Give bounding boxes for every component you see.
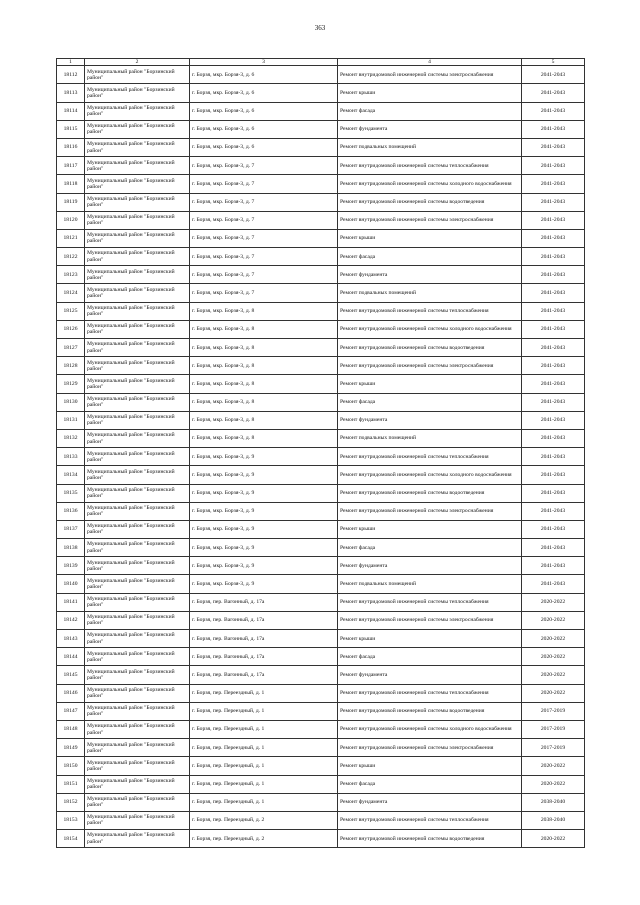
work-type-cell: Ремонт внутридомовой инженерной системы холодного водоснабжения xyxy=(338,175,522,193)
table-row xyxy=(57,84,585,102)
table-row xyxy=(57,775,585,793)
row-number-cell: 18130 xyxy=(57,393,85,411)
municipality-cell: Муниципальный район "Борзинский район" xyxy=(85,702,190,720)
municipality-cell: Муниципальный район "Борзинский район" xyxy=(85,484,190,502)
work-type-cell: Ремонт внутридомовой инженерной системы холодного водоснабжения xyxy=(338,466,522,484)
work-type-cell: Ремонт фундамента xyxy=(338,266,522,284)
table-row xyxy=(57,811,585,829)
municipality-cell: Муниципальный район "Борзинский район" xyxy=(85,84,190,102)
municipality-cell: Муниципальный район "Борзинский район" xyxy=(85,448,190,466)
period-cell: 2017-2019 xyxy=(522,739,585,757)
period-cell: 2041-2043 xyxy=(522,120,585,138)
table-row xyxy=(57,157,585,175)
row-number-cell: 18152 xyxy=(57,793,85,811)
column-header-2: 2 xyxy=(85,59,190,66)
table-row xyxy=(57,648,585,666)
table-row xyxy=(57,211,585,229)
period-cell: 2020-2022 xyxy=(522,775,585,793)
row-number-cell: 18121 xyxy=(57,229,85,247)
address-cell: г. Борзя, мкр. Борзя-3, д. 7 xyxy=(190,229,338,247)
table-row xyxy=(57,339,585,357)
period-cell: 2041-2043 xyxy=(522,429,585,447)
row-number-cell: 18120 xyxy=(57,211,85,229)
row-number-cell: 18127 xyxy=(57,339,85,357)
work-type-cell: Ремонт подвальных помещений xyxy=(338,575,522,593)
address-cell: г. Борзя, мкр. Борзя-3, д. 7 xyxy=(190,157,338,175)
municipality-cell: Муниципальный район "Борзинский район" xyxy=(85,466,190,484)
table-row xyxy=(57,484,585,502)
address-cell: г. Борзя, мкр. Борзя-3, д. 7 xyxy=(190,175,338,193)
work-type-cell: Ремонт крыши xyxy=(338,630,522,648)
municipality-cell: Муниципальный район "Борзинский район" xyxy=(85,557,190,575)
row-number-cell: 18145 xyxy=(57,666,85,684)
row-number-cell: 18148 xyxy=(57,720,85,738)
municipality-cell: Муниципальный район "Борзинский район" xyxy=(85,502,190,520)
municipality-cell: Муниципальный район "Борзинский район" xyxy=(85,248,190,266)
table-row xyxy=(57,138,585,156)
period-cell: 2041-2043 xyxy=(522,138,585,156)
address-cell: г. Борзя, пер. Вагонный, д. 17а xyxy=(190,630,338,648)
period-cell: 2041-2043 xyxy=(522,575,585,593)
table-row xyxy=(57,502,585,520)
municipality-cell: Муниципальный район "Борзинский район" xyxy=(85,66,190,84)
period-cell: 2041-2043 xyxy=(522,357,585,375)
address-cell: г. Борзя, мкр. Борзя-3, д. 8 xyxy=(190,320,338,338)
table-row xyxy=(57,757,585,775)
municipality-cell: Муниципальный район "Борзинский район" xyxy=(85,830,190,848)
address-cell: г. Борзя, пер. Переездный, д. 1 xyxy=(190,757,338,775)
row-number-cell: 18114 xyxy=(57,102,85,120)
work-type-cell: Ремонт внутридомовой инженерной системы теплоснабжения xyxy=(338,157,522,175)
row-number-cell: 18149 xyxy=(57,739,85,757)
municipality-cell: Муниципальный район "Борзинский район" xyxy=(85,229,190,247)
row-number-cell: 18113 xyxy=(57,84,85,102)
table-row xyxy=(57,830,585,848)
table-row xyxy=(57,466,585,484)
period-cell: 2041-2043 xyxy=(522,557,585,575)
row-number-cell: 18115 xyxy=(57,120,85,138)
table-row xyxy=(57,539,585,557)
table-row xyxy=(57,175,585,193)
municipality-cell: Муниципальный район "Борзинский район" xyxy=(85,739,190,757)
column-header-3: 3 xyxy=(190,59,338,66)
address-cell: г. Борзя, мкр. Борзя-3, д. 9 xyxy=(190,448,338,466)
work-type-cell: Ремонт внутридомовой инженерной системы водоотведения xyxy=(338,484,522,502)
period-cell: 2041-2043 xyxy=(522,411,585,429)
period-cell: 2041-2043 xyxy=(522,102,585,120)
address-cell: г. Борзя, мкр. Борзя-3, д. 8 xyxy=(190,393,338,411)
municipality-cell: Муниципальный район "Борзинский район" xyxy=(85,339,190,357)
address-cell: г. Борзя, пер. Переездный, д. 1 xyxy=(190,720,338,738)
municipality-cell: Муниципальный район "Борзинский район" xyxy=(85,393,190,411)
period-cell: 2020-2022 xyxy=(522,830,585,848)
municipality-cell: Муниципальный район "Борзинский район" xyxy=(85,302,190,320)
municipality-cell: Муниципальный район "Борзинский район" xyxy=(85,193,190,211)
work-type-cell: Ремонт фасада xyxy=(338,248,522,266)
row-number-cell: 18153 xyxy=(57,811,85,829)
table-row xyxy=(57,66,585,84)
work-type-cell: Ремонт фасада xyxy=(338,393,522,411)
municipality-cell: Муниципальный район "Борзинский район" xyxy=(85,157,190,175)
work-type-cell: Ремонт внутридомовой инженерной системы электроснабжения xyxy=(338,211,522,229)
table-row xyxy=(57,630,585,648)
municipality-cell: Муниципальный район "Борзинский район" xyxy=(85,375,190,393)
address-cell: г. Борзя, пер. Переездный, д. 1 xyxy=(190,775,338,793)
address-cell: г. Борзя, мкр. Борзя-3, д. 6 xyxy=(190,84,338,102)
row-number-cell: 18154 xyxy=(57,830,85,848)
work-type-cell: Ремонт крыши xyxy=(338,757,522,775)
row-number-cell: 18142 xyxy=(57,611,85,629)
table-row xyxy=(57,102,585,120)
row-number-cell: 18135 xyxy=(57,484,85,502)
address-cell: г. Борзя, мкр. Борзя-3, д. 6 xyxy=(190,102,338,120)
period-cell: 2041-2043 xyxy=(522,302,585,320)
period-cell: 2041-2043 xyxy=(522,284,585,302)
address-cell: г. Борзя, мкр. Борзя-3, д. 9 xyxy=(190,520,338,538)
municipality-cell: Муниципальный район "Борзинский район" xyxy=(85,175,190,193)
municipality-cell: Муниципальный район "Борзинский район" xyxy=(85,593,190,611)
row-number-cell: 18139 xyxy=(57,557,85,575)
table-row xyxy=(57,575,585,593)
work-type-cell: Ремонт внутридомовой инженерной системы теплоснабжения xyxy=(338,811,522,829)
table-body xyxy=(57,66,585,848)
work-type-cell: Ремонт крыши xyxy=(338,375,522,393)
row-number-cell: 18129 xyxy=(57,375,85,393)
municipality-cell: Муниципальный район "Борзинский район" xyxy=(85,775,190,793)
row-number-cell: 18134 xyxy=(57,466,85,484)
row-number-cell: 18131 xyxy=(57,411,85,429)
work-type-cell: Ремонт внутридомовой инженерной системы водоотведения xyxy=(338,193,522,211)
work-type-cell: Ремонт внутридомовой инженерной системы электроснабжения xyxy=(338,611,522,629)
period-cell: 2041-2043 xyxy=(522,229,585,247)
address-cell: г. Борзя, мкр. Борзя-3, д. 8 xyxy=(190,339,338,357)
address-cell: г. Борзя, мкр. Борзя-3, д. 7 xyxy=(190,248,338,266)
municipality-cell: Муниципальный район "Борзинский район" xyxy=(85,757,190,775)
work-type-cell: Ремонт подвальных помещений xyxy=(338,284,522,302)
period-cell: 2041-2043 xyxy=(522,248,585,266)
work-type-cell: Ремонт внутридомовой инженерной системы теплоснабжения xyxy=(338,684,522,702)
table-row xyxy=(57,320,585,338)
period-cell: 2038-2040 xyxy=(522,811,585,829)
period-cell: 2041-2043 xyxy=(522,502,585,520)
address-cell: г. Борзя, мкр. Борзя-3, д. 8 xyxy=(190,429,338,447)
period-cell: 2020-2022 xyxy=(522,684,585,702)
work-type-cell: Ремонт внутридомовой инженерной системы холодного водоснабжения xyxy=(338,720,522,738)
table-row xyxy=(57,684,585,702)
municipality-cell: Муниципальный район "Борзинский район" xyxy=(85,120,190,138)
work-type-cell: Ремонт внутридомовой инженерной системы теплоснабжения xyxy=(338,302,522,320)
municipality-cell: Муниципальный район "Борзинский район" xyxy=(85,429,190,447)
address-cell: г. Борзя, мкр. Борзя-3, д. 6 xyxy=(190,138,338,156)
row-number-cell: 18136 xyxy=(57,502,85,520)
work-type-cell: Ремонт крыши xyxy=(338,520,522,538)
work-type-cell: Ремонт фундамента xyxy=(338,666,522,684)
work-type-cell: Ремонт внутридомовой инженерной системы электроснабжения xyxy=(338,66,522,84)
municipality-cell: Муниципальный район "Борзинский район" xyxy=(85,211,190,229)
work-type-cell: Ремонт внутридомовой инженерной системы теплоснабжения xyxy=(338,593,522,611)
period-cell: 2041-2043 xyxy=(522,339,585,357)
address-cell: г. Борзя, мкр. Борзя-3, д. 7 xyxy=(190,211,338,229)
table-row xyxy=(57,520,585,538)
row-number-cell: 18119 xyxy=(57,193,85,211)
address-cell: г. Борзя, мкр. Борзя-3, д. 8 xyxy=(190,302,338,320)
table-row xyxy=(57,302,585,320)
capital-repair-table xyxy=(56,58,585,848)
address-cell: г. Борзя, пер. Вагонный, д. 17а xyxy=(190,611,338,629)
row-number-cell: 18144 xyxy=(57,648,85,666)
table-row xyxy=(57,611,585,629)
table-row xyxy=(57,193,585,211)
municipality-cell: Муниципальный район "Борзинский район" xyxy=(85,266,190,284)
table-row xyxy=(57,720,585,738)
row-number-cell: 18133 xyxy=(57,448,85,466)
address-cell: г. Борзя, пер. Вагонный, д. 17а xyxy=(190,593,338,611)
period-cell: 2041-2043 xyxy=(522,484,585,502)
table-row xyxy=(57,266,585,284)
work-type-cell: Ремонт внутридомовой инженерной системы холодного водоснабжения xyxy=(338,320,522,338)
table-row xyxy=(57,357,585,375)
work-type-cell: Ремонт крыши xyxy=(338,84,522,102)
period-cell: 2041-2043 xyxy=(522,84,585,102)
work-type-cell: Ремонт крыши xyxy=(338,229,522,247)
period-cell: 2041-2043 xyxy=(522,393,585,411)
period-cell: 2041-2043 xyxy=(522,211,585,229)
address-cell: г. Борзя, пер. Переездный, д. 2 xyxy=(190,830,338,848)
address-cell: г. Борзя, мкр. Борзя-3, д. 9 xyxy=(190,466,338,484)
municipality-cell: Муниципальный район "Борзинский район" xyxy=(85,611,190,629)
period-cell: 2041-2043 xyxy=(522,375,585,393)
row-number-cell: 18137 xyxy=(57,520,85,538)
period-cell: 2020-2022 xyxy=(522,666,585,684)
column-header-1: 1 xyxy=(57,59,85,66)
table-row xyxy=(57,429,585,447)
municipality-cell: Муниципальный район "Борзинский район" xyxy=(85,320,190,338)
period-cell: 2041-2043 xyxy=(522,320,585,338)
period-cell: 2020-2022 xyxy=(522,630,585,648)
address-cell: г. Борзя, мкр. Борзя-3, д. 8 xyxy=(190,375,338,393)
table-row xyxy=(57,411,585,429)
work-type-cell: Ремонт подвальных помещений xyxy=(338,429,522,447)
address-cell: г. Борзя, мкр. Борзя-3, д. 7 xyxy=(190,193,338,211)
municipality-cell: Муниципальный район "Борзинский район" xyxy=(85,357,190,375)
period-cell: 2020-2022 xyxy=(522,611,585,629)
work-type-cell: Ремонт подвальных помещений xyxy=(338,138,522,156)
address-cell: г. Борзя, мкр. Борзя-3, д. 9 xyxy=(190,484,338,502)
table-row xyxy=(57,739,585,757)
period-cell: 2041-2043 xyxy=(522,66,585,84)
period-cell: 2020-2022 xyxy=(522,593,585,611)
period-cell: 2041-2043 xyxy=(522,175,585,193)
period-cell: 2020-2022 xyxy=(522,648,585,666)
row-number-cell: 18141 xyxy=(57,593,85,611)
work-type-cell: Ремонт фундамента xyxy=(338,411,522,429)
page-number: 363 xyxy=(314,24,326,32)
address-cell: г. Борзя, мкр. Борзя-3, д. 8 xyxy=(190,411,338,429)
address-cell: г. Борзя, мкр. Борзя-3, д. 7 xyxy=(190,266,338,284)
row-number-cell: 18128 xyxy=(57,357,85,375)
table-row xyxy=(57,248,585,266)
work-type-cell: Ремонт фасада xyxy=(338,775,522,793)
column-header-4: 4 xyxy=(338,59,522,66)
period-cell: 2041-2043 xyxy=(522,448,585,466)
address-cell: г. Борзя, пер. Переездный, д. 2 xyxy=(190,811,338,829)
municipality-cell: Муниципальный район "Борзинский район" xyxy=(85,684,190,702)
municipality-cell: Муниципальный район "Борзинский район" xyxy=(85,284,190,302)
work-type-cell: Ремонт внутридомовой инженерной системы электроснабжения xyxy=(338,357,522,375)
address-cell: г. Борзя, пер. Переездный, д. 1 xyxy=(190,793,338,811)
municipality-cell: Муниципальный район "Борзинский район" xyxy=(85,575,190,593)
table-row xyxy=(57,448,585,466)
row-number-cell: 18151 xyxy=(57,775,85,793)
municipality-cell: Муниципальный район "Борзинский район" xyxy=(85,720,190,738)
municipality-cell: Муниципальный район "Борзинский район" xyxy=(85,102,190,120)
table-row xyxy=(57,557,585,575)
address-cell: г. Борзя, мкр. Борзя-3, д. 7 xyxy=(190,284,338,302)
work-type-cell: Ремонт внутридомовой инженерной системы электроснабжения xyxy=(338,502,522,520)
period-cell: 2041-2043 xyxy=(522,266,585,284)
work-type-cell: Ремонт внутридомовой инженерной системы водоотведения xyxy=(338,830,522,848)
table-row xyxy=(57,593,585,611)
table-row xyxy=(57,793,585,811)
work-type-cell: Ремонт фасада xyxy=(338,102,522,120)
municipality-cell: Муниципальный район "Борзинский район" xyxy=(85,411,190,429)
row-number-cell: 18122 xyxy=(57,248,85,266)
municipality-cell: Муниципальный район "Борзинский район" xyxy=(85,539,190,557)
address-cell: г. Борзя, мкр. Борзя-3, д. 9 xyxy=(190,539,338,557)
address-cell: г. Борзя, мкр. Борзя-3, д. 8 xyxy=(190,357,338,375)
work-type-cell: Ремонт фасада xyxy=(338,648,522,666)
row-number-cell: 18138 xyxy=(57,539,85,557)
work-type-cell: Ремонт внутридомовой инженерной системы водоотведения xyxy=(338,339,522,357)
municipality-cell: Муниципальный район "Борзинский район" xyxy=(85,793,190,811)
column-header-5: 5 xyxy=(522,59,585,66)
address-cell: г. Борзя, мкр. Борзя-3, д. 9 xyxy=(190,557,338,575)
table-row xyxy=(57,284,585,302)
work-type-cell: Ремонт внутридомовой инженерной системы водоотведения xyxy=(338,702,522,720)
row-number-cell: 18123 xyxy=(57,266,85,284)
row-number-cell: 18146 xyxy=(57,684,85,702)
municipality-cell: Муниципальный район "Борзинский район" xyxy=(85,666,190,684)
address-cell: г. Борзя, пер. Переездный, д. 1 xyxy=(190,739,338,757)
row-number-cell: 18124 xyxy=(57,284,85,302)
table-row xyxy=(57,375,585,393)
row-number-cell: 18118 xyxy=(57,175,85,193)
period-cell: 2041-2043 xyxy=(522,520,585,538)
row-number-cell: 18143 xyxy=(57,630,85,648)
period-cell: 2020-2022 xyxy=(522,757,585,775)
row-number-cell: 18140 xyxy=(57,575,85,593)
work-type-cell: Ремонт внутридомовой инженерной системы теплоснабжения xyxy=(338,448,522,466)
period-cell: 2041-2043 xyxy=(522,466,585,484)
table-row xyxy=(57,229,585,247)
address-cell: г. Борзя, мкр. Борзя-3, д. 9 xyxy=(190,502,338,520)
address-cell: г. Борзя, пер. Переездный, д. 1 xyxy=(190,684,338,702)
address-cell: г. Борзя, мкр. Борзя-3, д. 6 xyxy=(190,66,338,84)
table-row xyxy=(57,666,585,684)
period-cell: 2041-2043 xyxy=(522,539,585,557)
period-cell: 2017-2019 xyxy=(522,702,585,720)
address-cell: г. Борзя, пер. Вагонный, д. 17а xyxy=(190,666,338,684)
work-type-cell: Ремонт внутридомовой инженерной системы электроснабжения xyxy=(338,739,522,757)
municipality-cell: Муниципальный район "Борзинский район" xyxy=(85,138,190,156)
address-cell: г. Борзя, пер. Переездный, д. 1 xyxy=(190,702,338,720)
row-number-cell: 18147 xyxy=(57,702,85,720)
row-number-cell: 18117 xyxy=(57,157,85,175)
row-number-cell: 18125 xyxy=(57,302,85,320)
period-cell: 2041-2043 xyxy=(522,193,585,211)
address-cell: г. Борзя, мкр. Борзя-3, д. 9 xyxy=(190,575,338,593)
address-cell: г. Борзя, мкр. Борзя-3, д. 6 xyxy=(190,120,338,138)
period-cell: 2017-2019 xyxy=(522,720,585,738)
period-cell: 2041-2043 xyxy=(522,157,585,175)
column-number-header-row xyxy=(57,59,585,66)
municipality-cell: Муниципальный район "Борзинский район" xyxy=(85,811,190,829)
municipality-cell: Муниципальный район "Борзинский район" xyxy=(85,648,190,666)
row-number-cell: 18112 xyxy=(57,66,85,84)
work-type-cell: Ремонт фундамента xyxy=(338,120,522,138)
municipality-cell: Муниципальный район "Борзинский район" xyxy=(85,630,190,648)
row-number-cell: 18150 xyxy=(57,757,85,775)
row-number-cell: 18116 xyxy=(57,138,85,156)
period-cell: 2038-2040 xyxy=(522,793,585,811)
table-row xyxy=(57,393,585,411)
work-type-cell: Ремонт фундамента xyxy=(338,793,522,811)
work-type-cell: Ремонт фасада xyxy=(338,539,522,557)
table-row xyxy=(57,702,585,720)
work-type-cell: Ремонт фундамента xyxy=(338,557,522,575)
row-number-cell: 18132 xyxy=(57,429,85,447)
municipality-cell: Муниципальный район "Борзинский район" xyxy=(85,520,190,538)
table-row xyxy=(57,120,585,138)
address-cell: г. Борзя, пер. Вагонный, д. 17а xyxy=(190,648,338,666)
row-number-cell: 18126 xyxy=(57,320,85,338)
